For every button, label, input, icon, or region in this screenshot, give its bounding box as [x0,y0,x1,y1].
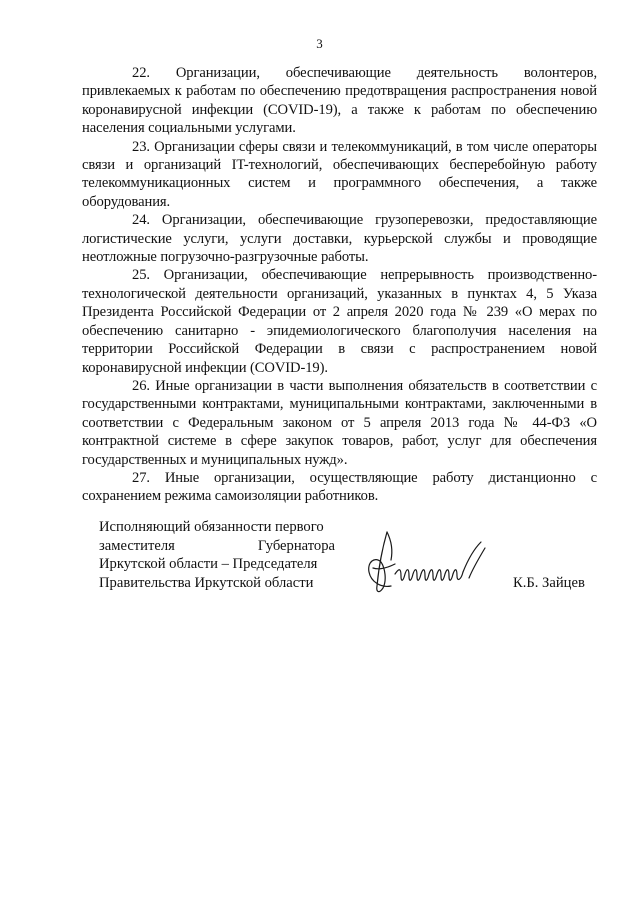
signer-name: К.Б. Зайцев [513,575,585,591]
page-number: 3 [316,36,323,51]
paragraph-item-25: 25. Организации, обеспечивающие непрерывность производственно-технологической деятельности организаций, указанных в пунктах 4, 5 Указа Президента Российской Федерации от 2 апреля 2020 года № 239 «О мерах по обеспечению санитарно - эпидемиологического благополучия населения на территории Российской Федерации в связи с распространением новой коронавирусной инфекции (COVID-19). [82,267,597,376]
paragraph-item-27: 27. Иные организации, осуществляющие работу дистанционно с сохранением режима самоизоляции работников. [82,469,597,505]
signatory-position-line: Иркутской области – Председателя [99,556,318,573]
paragraph-item-22: 22. Организации, обеспечивающие деятельность волонтеров, привлекаемых к работам по обеспечению предотвращения распространения новой коронавирусной инфекции (COVID-19), а также к работам по обеспечению населения социальными услугами. [82,65,597,137]
paragraph-item-23: 23. Организации сферы связи и телекоммуникаций, в том числе операторы связи и организаций IT-технологий, обеспечивающих бесперебойную работу телекоммуникационных систем и программного обеспечения, а также оборудования. [82,138,597,210]
signatory-position-line: Исполняющий обязанности первого [99,519,324,535]
signature-block [99,518,599,598]
document-body [82,64,597,506]
paragraph-item-24: 24. Организации, обеспечивающие грузоперевозки, предоставляющие логистические услуги, услуги доставки, курьерской службы и проводящие неотложные погрузочно-разгрузочные работы. [82,212,597,266]
signatory-position-line: Правительства Иркутской области [99,574,314,591]
handwritten-signature-icon [357,528,507,603]
signatory-position-line: заместителя Губернатора [99,537,335,554]
signatory-position [99,518,335,592]
paragraph-item-26: 26. Иные организации в части выполнения обязательств в соответствии с государственными контрактами, муниципальными контрактами, заключенными в соответствии с Федеральным законом от 5 апреля 2013 года № 44-ФЗ «О контрактной системе в сфере закупок товаров, работ, услуг для обеспечения государственных и муниципальных нужд». [82,377,597,468]
